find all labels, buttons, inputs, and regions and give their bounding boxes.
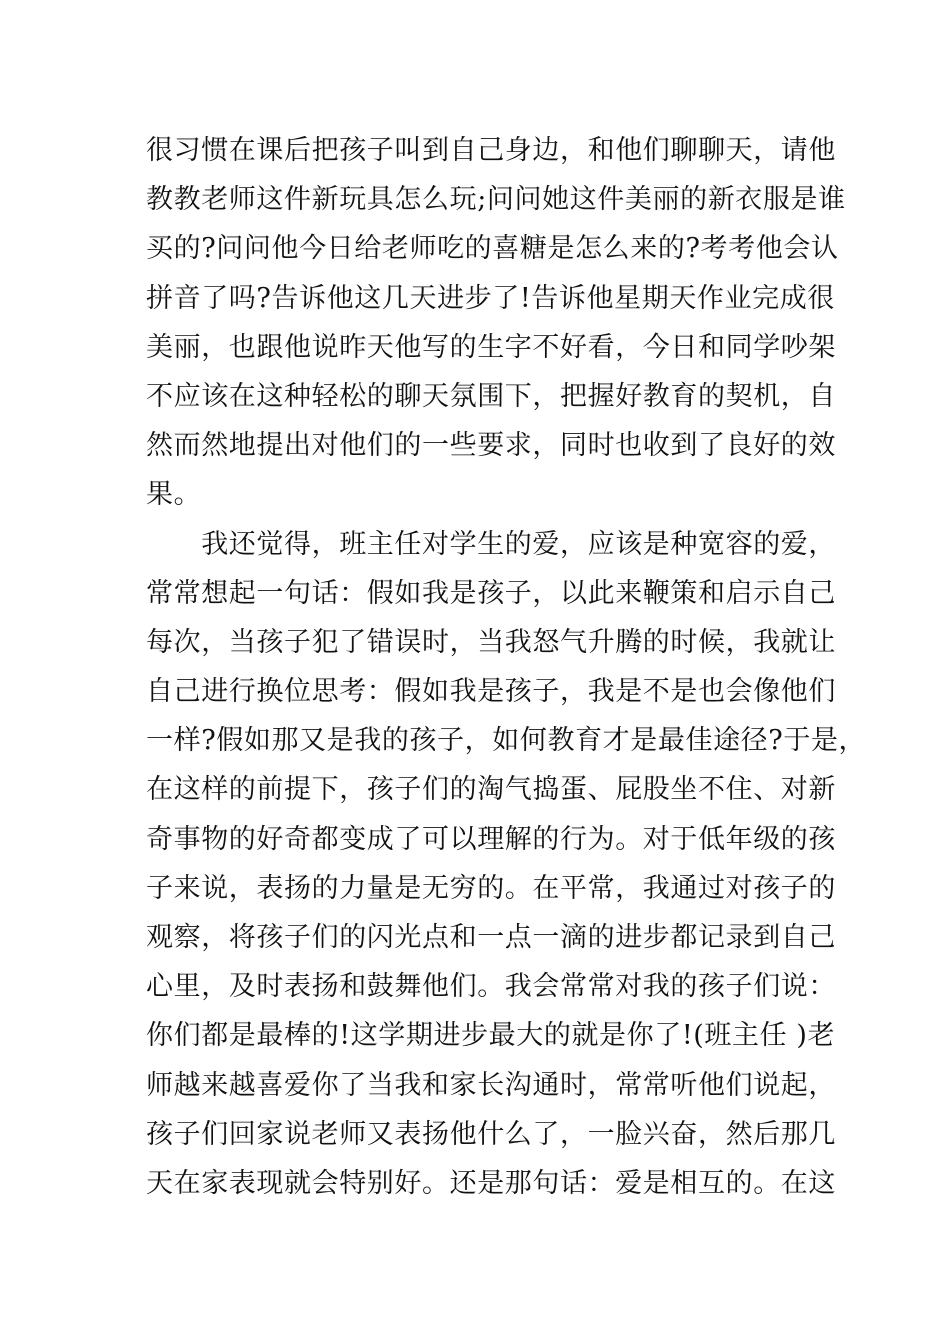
text-line: 观察，将孩子们的闪光点和一点一滴的进步都记录到自己 <box>146 922 836 953</box>
text-line: 奇事物的好奇都变成了可以理解的行为。对于低年级的孩 <box>146 823 836 855</box>
text-line: 常常想起一句话：假如我是孩子，以此来鞭策和启示自己 <box>146 577 836 609</box>
text-line: 教教老师这件新玩具怎么玩;问问她这件美丽的新衣服是谁 <box>146 184 846 216</box>
text-line: 美丽，也跟他说昨天他写的生字不好看，今日和同学吵架 <box>146 331 836 363</box>
text-line: 不应该在这种轻松的聊天氛围下，把握好教育的契机，自 <box>146 380 836 412</box>
paragraph-start-line: 我还觉得，班主任对学生的爱，应该是种宽容的爱， <box>146 528 836 560</box>
text-line: 果。 <box>146 479 202 511</box>
text-line: 很习惯在课后把孩子叫到自己身边，和他们聊聊天，请他 <box>146 135 836 166</box>
text-line: 心里，及时表扬和鼓舞他们。我会常常对我的孩子们说： <box>146 971 836 1003</box>
text-line: 天在家表现就会特别好。还是那句话：爱是相互的。在这 <box>146 1167 836 1199</box>
text-line: 自己进行换位思考：假如我是孩子，我是不是也会像他们 <box>146 676 836 708</box>
text-line: 子来说，表扬的力量是无穷的。在平常，我通过对孩子的 <box>146 872 836 904</box>
text-line: 每次，当孩子犯了错误时，当我怒气升腾的时候，我就让 <box>146 626 836 658</box>
text-line: 然而然地提出对他们的一些要求，同时也收到了良好的效 <box>146 430 836 462</box>
text-line: 拼音了吗?告诉他这几天进步了!告诉他星期天作业完成很 <box>146 282 835 314</box>
text-line: 孩子们回家说老师又表扬他什么了，一脸兴奋，然后那几 <box>146 1118 836 1150</box>
text-line: 买的?问问他今日给老师吃的喜糖是怎么来的?考考他会认 <box>146 233 839 265</box>
text-line: 一样?假如那又是我的孩子，如何教育才是最佳途径?于是， <box>146 725 867 757</box>
text-line: 在这样的前提下，孩子们的淘气捣蛋、屁股坐不住、对新 <box>146 774 836 806</box>
body-text <box>146 126 867 1208</box>
text-line: 师越来越喜爱你了当我和家长沟通时，常常听他们说起， <box>146 1069 836 1101</box>
text-line: 你们都是最棒的!这学期进步最大的就是你了!(班主任 )老 <box>146 1020 836 1052</box>
